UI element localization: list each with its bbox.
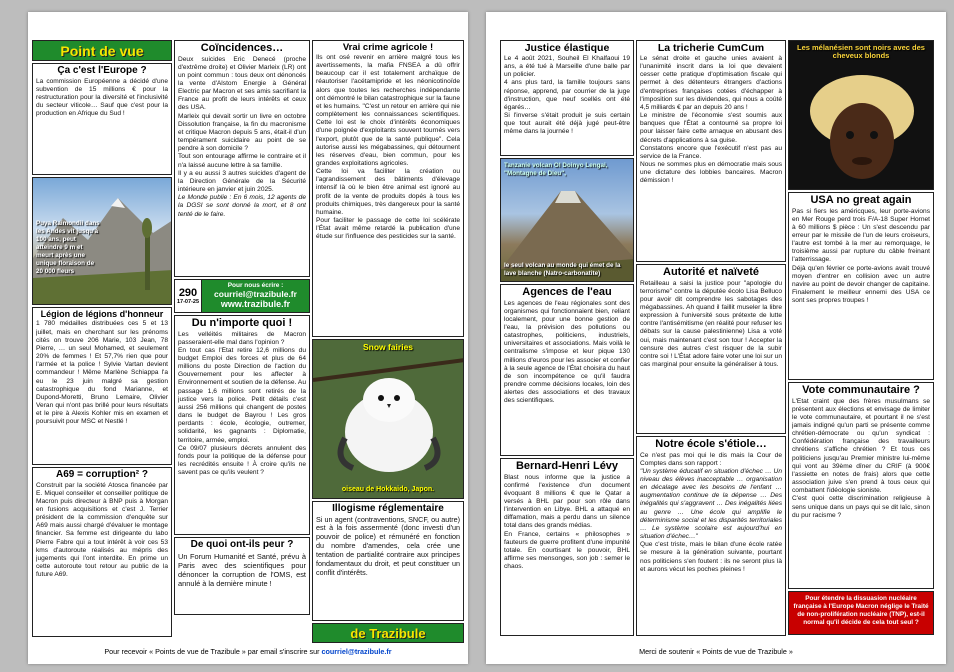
footer-right bbox=[486, 647, 946, 656]
justice-text-1: Le 4 août 2021, Souheil El Khalfaoui 19 ans, a été tué à Marseille d'une balle par un policier. bbox=[504, 55, 630, 79]
bird-image bbox=[313, 340, 464, 499]
point-de-vue-banner bbox=[32, 40, 172, 61]
justice-article bbox=[500, 40, 634, 156]
nimporte-text-1: Les velléités militaires de Macron passeraient-elle mal dans l'opinion ? bbox=[178, 330, 306, 346]
volcano-caption-top: Tanzanie volcan Ol Doinyo Lengai, "Montagne de Dieu", bbox=[504, 162, 608, 177]
contact-box bbox=[202, 279, 310, 313]
dequoi-article bbox=[174, 537, 310, 615]
issue-date: 17-07-25 bbox=[176, 299, 200, 305]
usa-article bbox=[788, 192, 934, 380]
coincidences-text-2: Marleix qui devait sortir un livre en octobre Dissolution française, la fin du macronisme et critique Macron depuis 5 ans, était-il d'un tempérament suicidaire au point de se pendre à son domicile ? bbox=[178, 112, 306, 153]
europe-title: Ça c'est l'Europe ? bbox=[57, 65, 147, 76]
footer-left-text: Pour recevoir « Points de vue de Trazibule » par email s'inscrire sur bbox=[104, 647, 322, 656]
bhl-text-1: Blast nous informe que la justice a confirmé l'existence d'un document évoquant 8 millions € que le Qatar a versés à BHL par pour son rôle dans l'intervention en Libye. BHL a attaqué en diffamation, mais a perdu dans un silence total dans des grands médias. bbox=[504, 473, 630, 530]
contact-email-link[interactable]: courriel@trazibule.fr bbox=[214, 289, 297, 299]
cumcum-text-4: Nous ne sommes plus en démocratie mais sous une dictature des lobbies bancaires. Macron démission ! bbox=[640, 161, 782, 185]
child-portrait-image bbox=[789, 41, 934, 190]
legion-text: 1 780 médailles distribuées ces 5 et 13 juillet, mais en cherchant sur les prénoms cités on trouve 206 Marie, 103 Jean, 78 Pierre, … un seul Mohamed, et seulement 20% de femmes ! Et 57,7% rien que pour l'armée et la police ! Sylvie Vartan devient commandeur ! Même Marlène Schiappa l'a eu le 23 juin malgré sa gestion catastrophique du fond Marianne, et Dupond-Moretti, Bruno Lemaire, Olivier Veran qui n'ont pas brillé pour leurs résultats et le pire à Alexis Kohler mis en examen et poursuivit pour MSC et Nestlé ! bbox=[36, 320, 168, 426]
cumcum-text-3: Constatons encore que l'exécutif n'est pas au service de la France. bbox=[640, 144, 782, 160]
nimporte-article bbox=[174, 315, 310, 535]
justice-text-3: Si l'inverse s'était produit je suis certain que tout aurait été déjà jugé peut-être même dans la journée ! bbox=[504, 112, 630, 136]
communautaire-text-2: C'est quoi cette discrimination religieuse à sens unique dans un pays qui se dit laïc, sinon du pur racisme ? bbox=[792, 495, 930, 519]
justice-text-2: 4 ans plus tard, la famille toujours sans réponse, apprend, par courrier de la juge d'instruction, que neuf scellés ont été égarés… bbox=[504, 79, 630, 111]
trazibule-banner bbox=[312, 623, 464, 643]
crime-title: Vrai crime agricole ! bbox=[342, 42, 434, 53]
column-6 bbox=[788, 40, 934, 637]
eau-article bbox=[500, 284, 634, 456]
coincidences-text-5: Le Monde publie : En 6 mois, 12 agents de la DGSI se sont donné la mort, et 8 ont tenté de le faire. bbox=[178, 194, 306, 218]
column-1 bbox=[32, 40, 172, 639]
volcano-caption-bottom: le seul volcan au monde qui émet de la lave blanche (Natro-carbonatite) bbox=[504, 262, 621, 277]
crime-text-3: Pour faciliter le passage de cette loi scélérate l'État avait même retardé la publication d'une étude sur l'influence des pesticides sur la santé. bbox=[316, 217, 460, 241]
website-link[interactable]: www.trazibule.fr bbox=[220, 299, 291, 309]
column-4 bbox=[500, 40, 634, 638]
a69-title: A69 = corruption² ? bbox=[56, 469, 148, 480]
coincidences-text-1: Deux suicides Eric Denecé (proche d'extrême droite) et Olivier Marleix (LR) ont un point commun : tous deux ont dénoncés la vente d'Alstom Energie à Général Electric par Macron et ses amis sacrifiant la France au profit de leurs intérêts et ceux des USA. bbox=[178, 55, 306, 112]
dissuasion-text: Pour étendre la dissuasion nucléaire française à l'Europe Macron néglige le Traité de non-prolifération nucléaire (TNP), est-il normal qu'il décide de cela tout seul ? bbox=[793, 595, 929, 626]
illogisme-text: Si un agent (contraventions, SNCF, ou autre) est à la fois assermenté (donc investi d'un pouvoir de police) et rémunéré en fonction du nombre d'amendes, cela crée une tentation de partialité contraire aux principes fondamentaux du droit, et peut constituer un conflit d'intérêts. bbox=[316, 515, 460, 577]
page-left bbox=[28, 12, 468, 664]
crime-text-2: Cette loi va faciliter la création ou l'agrandissement des bâtiments d'élevage intensif là où le bien être animal est ignoré au profit de la vente de produits dopés à tous les produits chimiques, très dangereux pour la santé humaine. bbox=[316, 168, 460, 216]
write-label: Pour nous écrire : bbox=[227, 282, 284, 289]
cumcum-text-2: Le ministre de l'économie s'est soumis aux banques que l'État a contourné sa propre loi pour laisser faire cette arnaque en abusant des décrets d'applications à sa guise. bbox=[640, 112, 782, 144]
puya-photo bbox=[32, 177, 172, 305]
dissuasion-box bbox=[788, 591, 934, 635]
column-5 bbox=[636, 40, 786, 638]
europe-text: La commission Européenne a décidé d'une subvention de 15 millions € pour la restructuration pour la diversité et l'inclusivité du secteur viticole… Sauf que c'est pour la production en Afrique du Sud ! bbox=[36, 77, 168, 118]
point-de-vue-label: Point de vue bbox=[60, 42, 144, 59]
a69-article bbox=[32, 467, 172, 637]
autorite-text: Retailleau a saisi la justice pour "apologie du terrorisme" contre la députée écolo Lisa Belluco pour avoir dit comprendre les sabotages des mégabassines. Ah quand il faillit museler la libre expression à l'université sous prétexte de lutte contre l'antisémitisme (en réalité pour refuser les débats sur la cause palestinienne) Lisa a voté oui, mais maintenant c'est son tour ! Accepter la censure des autres c'est risquer de la subir contre soi ! L'État adore faire voter une loi sur un cas marginal pour ensuite la généraliser à tous. bbox=[640, 279, 782, 369]
eau-text: Les agences de l'eau régionales sont des organismes qui fonctionnaient bien, reliant localement, pour une bonne gestion de l'eau, la prévision des pollutions ou catastrophes, politiciens, industriels, universitaires et associations. Mais voilà le centralisme s'impose et leur pique 130 millions d'euros pour les associer et confier à la seule agence de l'État choisira du haut de son incompétence ce qu'il faudra prendre comme décisions locales, loin des alertes des associations et des travaux des scientifiques. bbox=[504, 299, 630, 405]
usa-text-1: Pas si fiers les américques, leur porte-avions en Mer Rouge perd trois F/A-18 Super Hornet à 60 millions $ pièce : Un s'est descendu par erreur par le missile de l'un de leurs croiseurs, l'autre est tombé à la mer au remorquage, le troisième aussi par rupture du câble freinant l'atterrissage. bbox=[792, 207, 930, 264]
dequoi-text: Un Forum Humanité et Santé, prévu à Paris avec des scientifiques pour dénoncer la corruption de l'OMS, est annulé à la dernière minute ! bbox=[178, 551, 306, 588]
bhl-text-2: En France, certains « philosophes » fauteurs de guerre profitent d'une impunité totale. En courtisant le pouvoir, BHL affirme ses mensonges, son job : semer le chaos. bbox=[504, 530, 630, 571]
cumcum-article bbox=[636, 40, 786, 262]
communautaire-text-1: L'État craint que des frères musulmans se présentent aux élections et envisage de limiter le vote communautaire, et pourtant il ne s'est jamais indigné qu'un parti se présente comme chrétien-démocrate ou qu'un syndicat : Confédération française des travailleurs chrétiens s'affiche chrétien ? Et tous ces politiciens jusqu'au Premier ministre lui-même qui vont au 39ème dîner du CRIF (à 900€ l'assiette en notes de frais) alors que cette association juive s'en prend à tous ceux qui combattent l'idéologie sioniste. bbox=[792, 397, 930, 495]
issue-box bbox=[174, 279, 310, 313]
coincidences-title: Coïncidences… bbox=[200, 42, 284, 54]
footer-right-text: Merci de soutenir « Points de vue de Trazibule » bbox=[639, 647, 793, 656]
justice-title: Justice élastique bbox=[524, 42, 610, 54]
page-right bbox=[486, 12, 946, 664]
coincidences-text-4: Il y a eu aussi 3 autres suicides d'agent de la Direction Générale de la Sécurité intérieure en janvier et juin 2025. bbox=[178, 169, 306, 194]
ecole-text-2: "Un système éducatif en situation d'échec … Un niveau des élèves inacceptable … organisation en décalage avec les besoins de l'enfant … augmentation continue de la dépense … Des inégalités qui s'aggravent … Des inégalités liées au genre … Une école qui amplifie le déterminisme social et les disparités territoriales … Le système scolaire est aujourd'hui en situation d'échec…" bbox=[640, 467, 782, 541]
eau-title: Agences de l'eau bbox=[522, 286, 612, 298]
cumcum-text-1: Le sénat droite et gauche unies avaient à l'unanimité inscrit dans la loi que devaient cesser cette pratique d'optimisation fiscale qui permet à des détenteurs étrangers d'actions d'entreprises françaises cotées d'échapper à l'imposition sur les dividendes, qui nous a coûté 4,5 milliards € par an depuis 20 ans ! bbox=[640, 55, 782, 111]
usa-title: USA no great again bbox=[810, 194, 912, 206]
europe-article bbox=[32, 63, 172, 175]
bhl-title: Bernard-Henri Lévy bbox=[515, 460, 619, 472]
snow-fairies-label: Snow fairies bbox=[362, 342, 414, 352]
illogisme-title: Illogisme réglementaire bbox=[332, 503, 444, 514]
coincidences-article bbox=[174, 40, 310, 277]
issue-number-box bbox=[174, 279, 202, 313]
autorite-title: Autorité et naïveté bbox=[663, 266, 759, 278]
ecole-title: Notre école s'étiole… bbox=[655, 438, 767, 450]
footer-left bbox=[28, 647, 468, 656]
ecole-text-1: Ce n'est pas moi qui le dis mais la Cour de Comptes dans son rapport : bbox=[640, 451, 782, 467]
melanesien-label: Les mélanésien sont noirs avec des cheveux blonds bbox=[797, 43, 925, 60]
nimporte-title: Du n'importe quoi ! bbox=[191, 317, 293, 329]
crime-text-1: Ils ont osé revenir en arrière malgré tous les avertissements, la mafia FNSEA a dû offrir beaucoup car il est totalement archaïque de réautoriser l'acétamipride et les néonicotinoïde alors que toutes les recherches indépendante ont démontré le bilan catastrophique sur la faune et les humains. "C'est un retour en arrière qui nie complètement les connaissances scientifiques. Cette loi est le choix d'intérêts économiques d'une poignée d'exploitants souvent tournés vers l'export, plutôt que de la santé publique". Cela autorise aussi les mégabassines, qui détournent les réserves d'eau, bien commun, pour les grandes exploitations agricoles. bbox=[316, 53, 460, 167]
snow-fairies-caption: oiseau de Hokkaido, Japon. bbox=[341, 486, 435, 493]
bhl-article bbox=[500, 458, 634, 636]
legion-article bbox=[32, 307, 172, 465]
column-3 bbox=[312, 40, 464, 643]
a69-text: Construit par la société Atosca financée par E. Miquel conseiller et conseiller politique de Macron puis directeur à BNP puis à Morgan en fusions acquisitions et c'est J. Terrier président de la commission d'enquête sur A69 mais aussi chargé d'évaluer le montage financier. Sa femme est dirigeante du labo Pierre Fabre qui a tout intérêt à voir ces 53 kms d'autoroute réalisés au mépris des jugements qui l'ont interdite. En prime un cette autoroute tout retour au public de la future A69. bbox=[36, 481, 168, 579]
trazibule-label: de Trazibule bbox=[350, 625, 426, 641]
nimporte-text-2: En tout cas l'État retire 12,6 millions du budget Emploi des forces et plus de 64 millions du poste Direction de l'action du Gouvernement pour les affecter à Environnement et soutien de la défense. Au passage 1,6 millions sont retirés de la justice vers la police. Petit détails c'est aussi 256 millions qui changent de postes dans le budget de Bayrou ! Les gros perdants : école, écologie, outremer, solidarité, les gagnants : Diplomatie, territoire, armée, emploi. bbox=[178, 346, 306, 444]
legion-title: Légion de légions d'honneur bbox=[40, 309, 164, 319]
illogisme-article bbox=[312, 501, 464, 621]
puya-caption: Puya Raimondii dans les Andes vit jusqu'à 100 ans, peut atteindre 9 m et meurt après une unique floraison de 20 000 fleurs bbox=[36, 220, 100, 275]
column-2 bbox=[174, 40, 310, 617]
dequoi-title: De quoi ont-ils peur ? bbox=[190, 539, 294, 550]
footer-email-link[interactable]: courriel@trazibule.fr bbox=[321, 647, 392, 656]
issue-number: 290 bbox=[178, 287, 198, 299]
coincidences-text-3: Tout son entourage affirme le contraire et il n'a laissé aucune lettre à sa famille. bbox=[178, 153, 306, 169]
autorite-article bbox=[636, 264, 786, 434]
ecole-article bbox=[636, 436, 786, 636]
volcano-photo bbox=[500, 158, 634, 282]
snow-fairies-photo bbox=[312, 339, 464, 499]
cumcum-title: La tricherie CumCum bbox=[657, 42, 765, 54]
nimporte-text-3: Ce 09/07 plusieurs décrets annulent des fonds pour la politique de la défense pour les recrédités ensuite ! À croire qu'ils ne savent pas ce qu'ils veulent ? bbox=[178, 444, 306, 477]
melanesien-photo bbox=[788, 40, 934, 190]
communautaire-article bbox=[788, 382, 934, 589]
crime-article bbox=[312, 40, 464, 337]
communautaire-title: Vote communautaire ? bbox=[802, 384, 920, 396]
usa-text-2: Déjà qu'en février ce porte-avions avait trouvé moyen d'entrer en collision avec un autre navire au point de devoir changer de capitaine. Finalement le meilleur ennemi des USA ce sont ses propres troupes ! bbox=[792, 264, 930, 305]
ecole-text-3: Que c'est triste, mais le bilan d'une école ratée se mesure à la génération suivante, pourtant nos politiciens s'en foutent : ils ne seront plus là et aurons vécut les poches pleines ! bbox=[640, 541, 782, 573]
